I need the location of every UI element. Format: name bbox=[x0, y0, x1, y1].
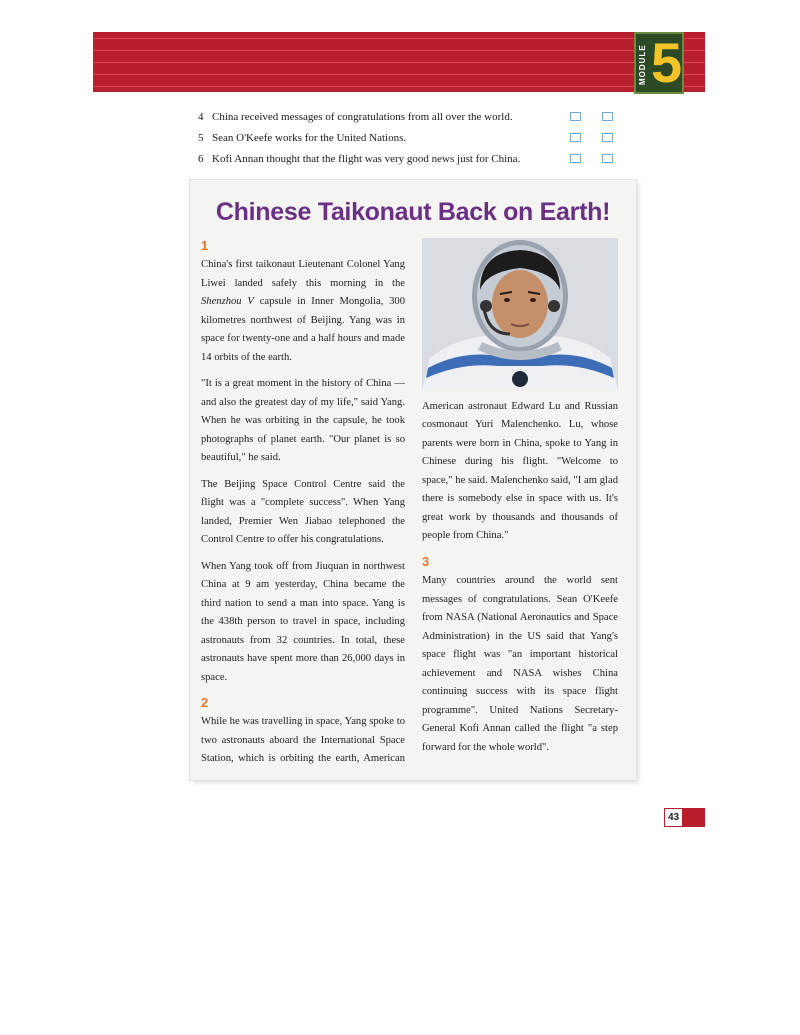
section-number: 3 bbox=[422, 554, 430, 569]
question-text: Sean O'Keefe works for the United Nations. bbox=[212, 132, 407, 144]
header-banner bbox=[93, 32, 705, 92]
question-number: 5 bbox=[198, 132, 204, 144]
section-number: 1 bbox=[201, 238, 209, 253]
section-number: 2 bbox=[201, 695, 209, 710]
question-text: Kofi Annan thought that the flight was very good news just for China. bbox=[212, 153, 521, 165]
question-number: 6 bbox=[198, 153, 204, 165]
module-tab bbox=[634, 32, 684, 94]
question-row bbox=[198, 131, 618, 152]
astronaut-illustration bbox=[422, 238, 618, 390]
paragraph: While he was travelling in space, Yang spoke to two astronauts aboard the International Space Station, which is orbiting the earth, American bbox=[201, 716, 405, 764]
true-false-list bbox=[198, 110, 618, 173]
astronaut-photo bbox=[422, 238, 618, 390]
module-label: MODULE bbox=[638, 44, 647, 86]
true-checkbox[interactable] bbox=[570, 112, 581, 121]
true-checkbox[interactable] bbox=[570, 133, 581, 142]
paragraph: China's first taikonaut Lieutenant Colonel Yang Liwei landed safely this morning in the Shenzhou V capsule in Inner Mongolia, 300 kilometres northwest of Beijing. Yang was in space for twenty-one and a half hours and made 14 orbits of the earth. bbox=[201, 259, 405, 363]
question-row bbox=[198, 152, 618, 173]
left-column bbox=[201, 238, 405, 769]
false-checkbox[interactable] bbox=[602, 154, 613, 163]
false-checkbox[interactable] bbox=[602, 112, 613, 121]
question-text: China received messages of congratulations from all over the world. bbox=[212, 111, 513, 123]
capsule-name: Shenzhou V bbox=[201, 296, 254, 307]
page-number: 43 bbox=[664, 808, 683, 827]
paragraph: When Yang took off from Jiuquan in northwest China at 9 am yesterday, China became the third nation to send a man into space. Yang is the 438th person to travel in space, including astronauts from 32 countries. In total, these astronauts have spent more than 26,000 days in space. bbox=[201, 560, 405, 683]
article-panel bbox=[190, 180, 636, 780]
false-checkbox[interactable] bbox=[602, 133, 613, 142]
paragraph-continued bbox=[422, 398, 618, 546]
module-number: 5 bbox=[651, 31, 683, 94]
question-number: 4 bbox=[198, 111, 204, 123]
paragraph: The Beijing Space Control Centre said the flight was a "complete success". When Yang landed, Premier Wen Jiabao telephoned the Control Centre to offer his congratulations. bbox=[201, 478, 405, 545]
right-column bbox=[422, 398, 618, 765]
article-title: Chinese Taikonaut Back on Earth! bbox=[215, 198, 611, 226]
paragraph: "It is a great moment in the history of China — and also the greatest day of my life," said Yang. When he was orbiting in the capsule, he took photographs of planet earth. "Our planet is so beautiful," he said. bbox=[201, 378, 405, 463]
true-checkbox[interactable] bbox=[570, 154, 581, 163]
question-row bbox=[198, 110, 618, 131]
paragraph-continued-text: American astronaut Edward Lu and Russian cosmonaut Yuri Malenchenko. Lu, whose parents were born in China, spoke to Yang in Chinese during his flight. "Welcome to space," he said. Malenchenko said, "I am glad there is somebody else in space with us. It's great work by thousands and thousands of people from China." bbox=[422, 400, 618, 541]
paragraph: Many countries around the world sent messages of congratulations. Sean O'Keefe from NASA (National Aeronautics and Space Administration) in the US said that Yang's space flight was "an important historical achievement and NASA wishes China continuing success with its space flight programme". United Nations Secretary-General Kofi Annan called the flight "a step forward for the whole world". bbox=[422, 575, 618, 753]
